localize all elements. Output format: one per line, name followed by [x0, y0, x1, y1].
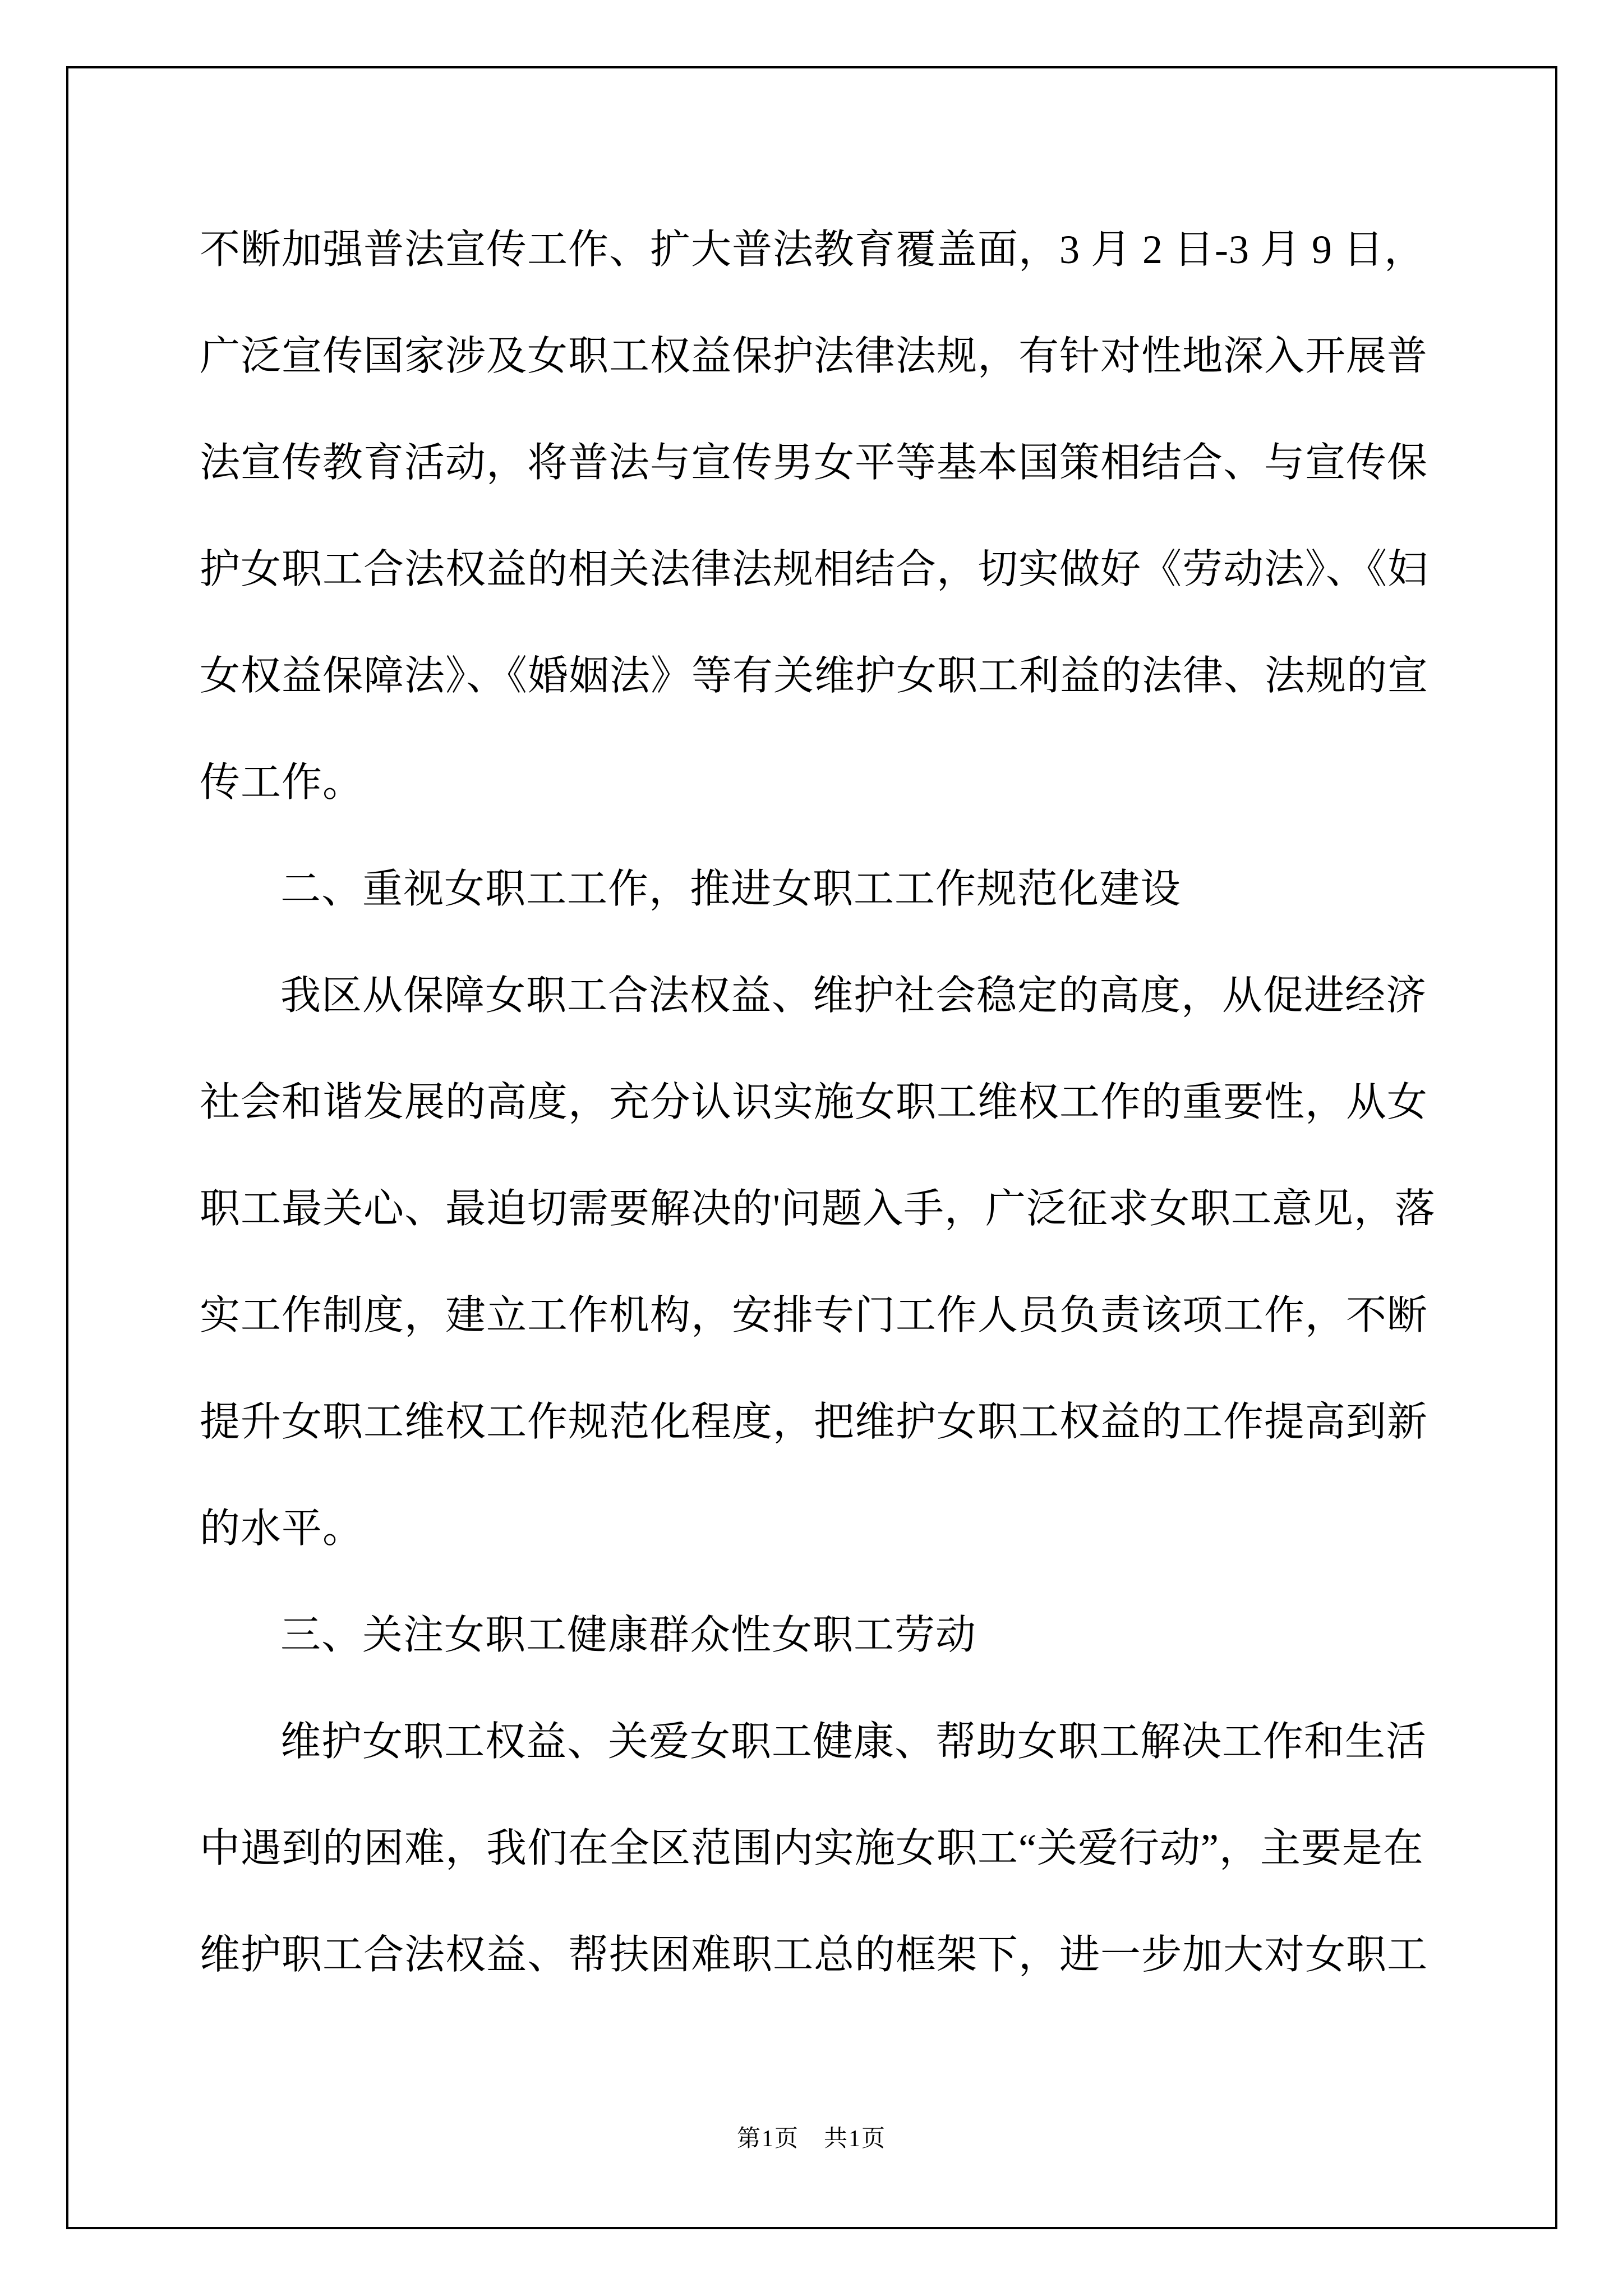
text-line: 法宣传教育活动，将普法与宣传男女平等基本国策相结合、与宣传保: [200, 440, 1428, 485]
heading-line: 三、关注女职工健康群众性女职工劳动: [280, 1613, 977, 1658]
text-line: 提升女职工维权工作规范化程度，把维护女职工权益的工作提高到新: [200, 1400, 1428, 1444]
text-line: 我区从保障女职工合法权益、维护社会稳定的高度，从促进经济: [280, 973, 1427, 1018]
text-line: 女权益保障法》、《婚姻法》等有关维护女职工利益的法律、法规的宣: [200, 654, 1429, 698]
text-line: 中遇到的困难，我们在全区范围内实施女职工“关爱行动”，主要是在: [200, 1826, 1424, 1871]
text-line: 广泛宣传国家涉及女职工权益保护法律法规，有针对性地深入开展普: [200, 334, 1428, 379]
text-line: 社会和谐发展的高度，充分认识实施女职工维权工作的重要性，从女: [200, 1080, 1428, 1125]
text-line: 维护女职工权益、关爱女职工健康、帮助女职工解决工作和生活: [280, 1719, 1427, 1764]
text-line: 不断加强普法宣传工作、扩大普法教育覆盖面，3 月 2 日-3 月 9 日，: [200, 227, 1425, 272]
text-line: 维护职工合法权益、帮扶困难职工总的框架下，进一步加大对女职工: [200, 1932, 1428, 1977]
text-line: 传工作。: [200, 760, 364, 805]
text-line: 职工最关心、最迫切需要解决的'问题入手，广泛征求女职工意见，落: [200, 1186, 1436, 1231]
heading-line: 二、重视女职工工作，推进女职工工作规范化建设: [280, 867, 1182, 912]
page-footer: [0, 2122, 1623, 2156]
document-body: [200, 196, 1436, 2008]
text-line: 护女职工合法权益的相关法律法规相结合，切实做好《劳动法》、《妇: [200, 547, 1429, 592]
text-line: 实工作制度，建立工作机构，安排专门工作人员负责该项工作，不断: [200, 1293, 1428, 1338]
text-line: 的水平。: [200, 1506, 364, 1551]
page-number-text: 第1页 共1页: [736, 2126, 886, 2152]
